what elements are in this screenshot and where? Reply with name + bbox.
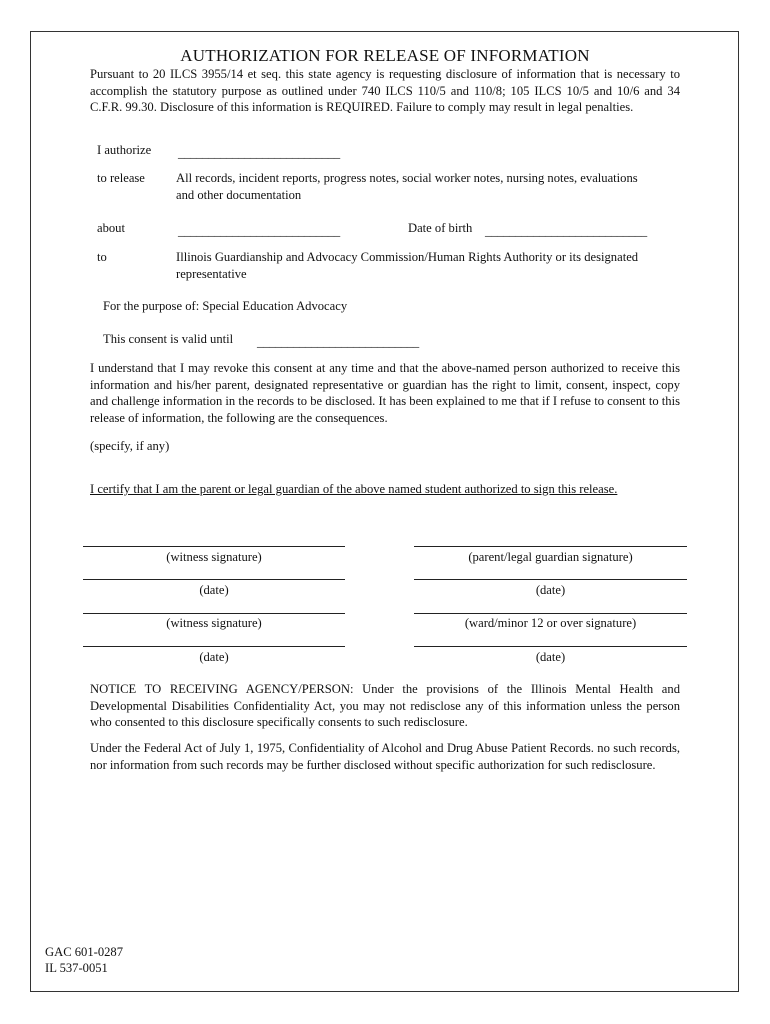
witness-date-line-2[interactable] (83, 646, 345, 647)
ward-date-caption: (date) (535, 650, 566, 664)
notice-paragraph: NOTICE TO RECEIVING AGENCY/PERSON: Under the provisions of the Illinois Mental Health and Developmental Disabilities Confidentiality Act, you may not redisclose any of this information unless the person who consented to this disclosure specifically consents to such redisclosure. (90, 682, 680, 729)
witness-signature-line-1[interactable] (83, 546, 345, 547)
witness-signature-line-2[interactable] (83, 613, 345, 614)
to-label: to (97, 250, 107, 264)
guardian-signature-line[interactable] (414, 546, 687, 547)
form-title: AUTHORIZATION FOR RELEASE OF INFORMATION (180, 46, 590, 65)
ward-signature-line[interactable] (414, 613, 687, 614)
guardian-date-line[interactable] (414, 579, 687, 580)
certify-statement: I certify that I am the parent or legal guardian of the above named student authorized to sign this release. (90, 482, 618, 496)
witness-date-caption-2: (date) (199, 650, 229, 664)
guardian-date-caption: (date) (535, 583, 566, 597)
consent-valid-blank-field[interactable]: ___________________________ (257, 335, 419, 349)
ward-signature-caption: (ward/minor 12 or over signature) (464, 616, 637, 630)
witness-signature-caption-1: (witness signature) (166, 550, 262, 564)
specify-text: (specify, if any) (90, 439, 170, 453)
intro-paragraph: Pursuant to 20 ILCS 3955/14 et seq. this state agency is requesting disclosure of information that is necessary to accomplish the statutory purpose as outlined under 740 ILCS 110/5 and 110/8; 105 ILCS 10/5 and 10/6 and 34 C.F.R. 99.30. Disclosure of this information is REQUIRED. Failure to comply may result in legal penalties. (90, 67, 680, 114)
to-value: Illinois Guardianship and Advocacy Commission/Human Rights Authority or its designated representative (176, 250, 639, 281)
witness-date-line-1[interactable] (83, 579, 345, 580)
release-value: All records, incident reports, progress notes, social worker notes, nursing notes, evaluations and other documentation (176, 171, 638, 202)
purpose-text: For the purpose of: Special Education Advocacy (103, 299, 348, 313)
witness-signature-caption-2: (witness signature) (166, 616, 262, 630)
about-blank-field[interactable]: ___________________________ (178, 224, 340, 238)
guardian-signature-caption: (parent/legal guardian signature) (468, 550, 633, 564)
about-label: about (97, 221, 125, 235)
authorize-label: I authorize (97, 143, 152, 157)
dob-blank-field[interactable]: ___________________________ (485, 224, 647, 238)
dob-label: Date of birth (408, 221, 473, 235)
ward-date-line[interactable] (414, 646, 687, 647)
revoke-paragraph: I understand that I may revoke this consent at any time and that the above-named person authorized to receive this information and his/her parent, designated representative or guardian has the right to limit, consent, inspect, copy and challenge information in the records to be disclosed. It has been explained to me that if I refuse to consent to this release of information, the following are the consequences. (90, 361, 680, 425)
form-code-gac: GAC 601-0287 (45, 945, 124, 959)
authorize-blank-field[interactable]: ___________________________ (178, 146, 340, 160)
witness-date-caption-1: (date) (199, 583, 229, 597)
consent-valid-label: This consent is valid until (103, 332, 234, 346)
federal-act-paragraph: Under the Federal Act of July 1, 1975, Confidentiality of Alcohol and Drug Abuse Patient Records. no such records, nor information from such records may be further disclosed without specific authorization for such redisclosure. (90, 741, 680, 772)
release-label: to release (97, 171, 145, 185)
form-code-il: IL 537-0051 (45, 961, 108, 975)
